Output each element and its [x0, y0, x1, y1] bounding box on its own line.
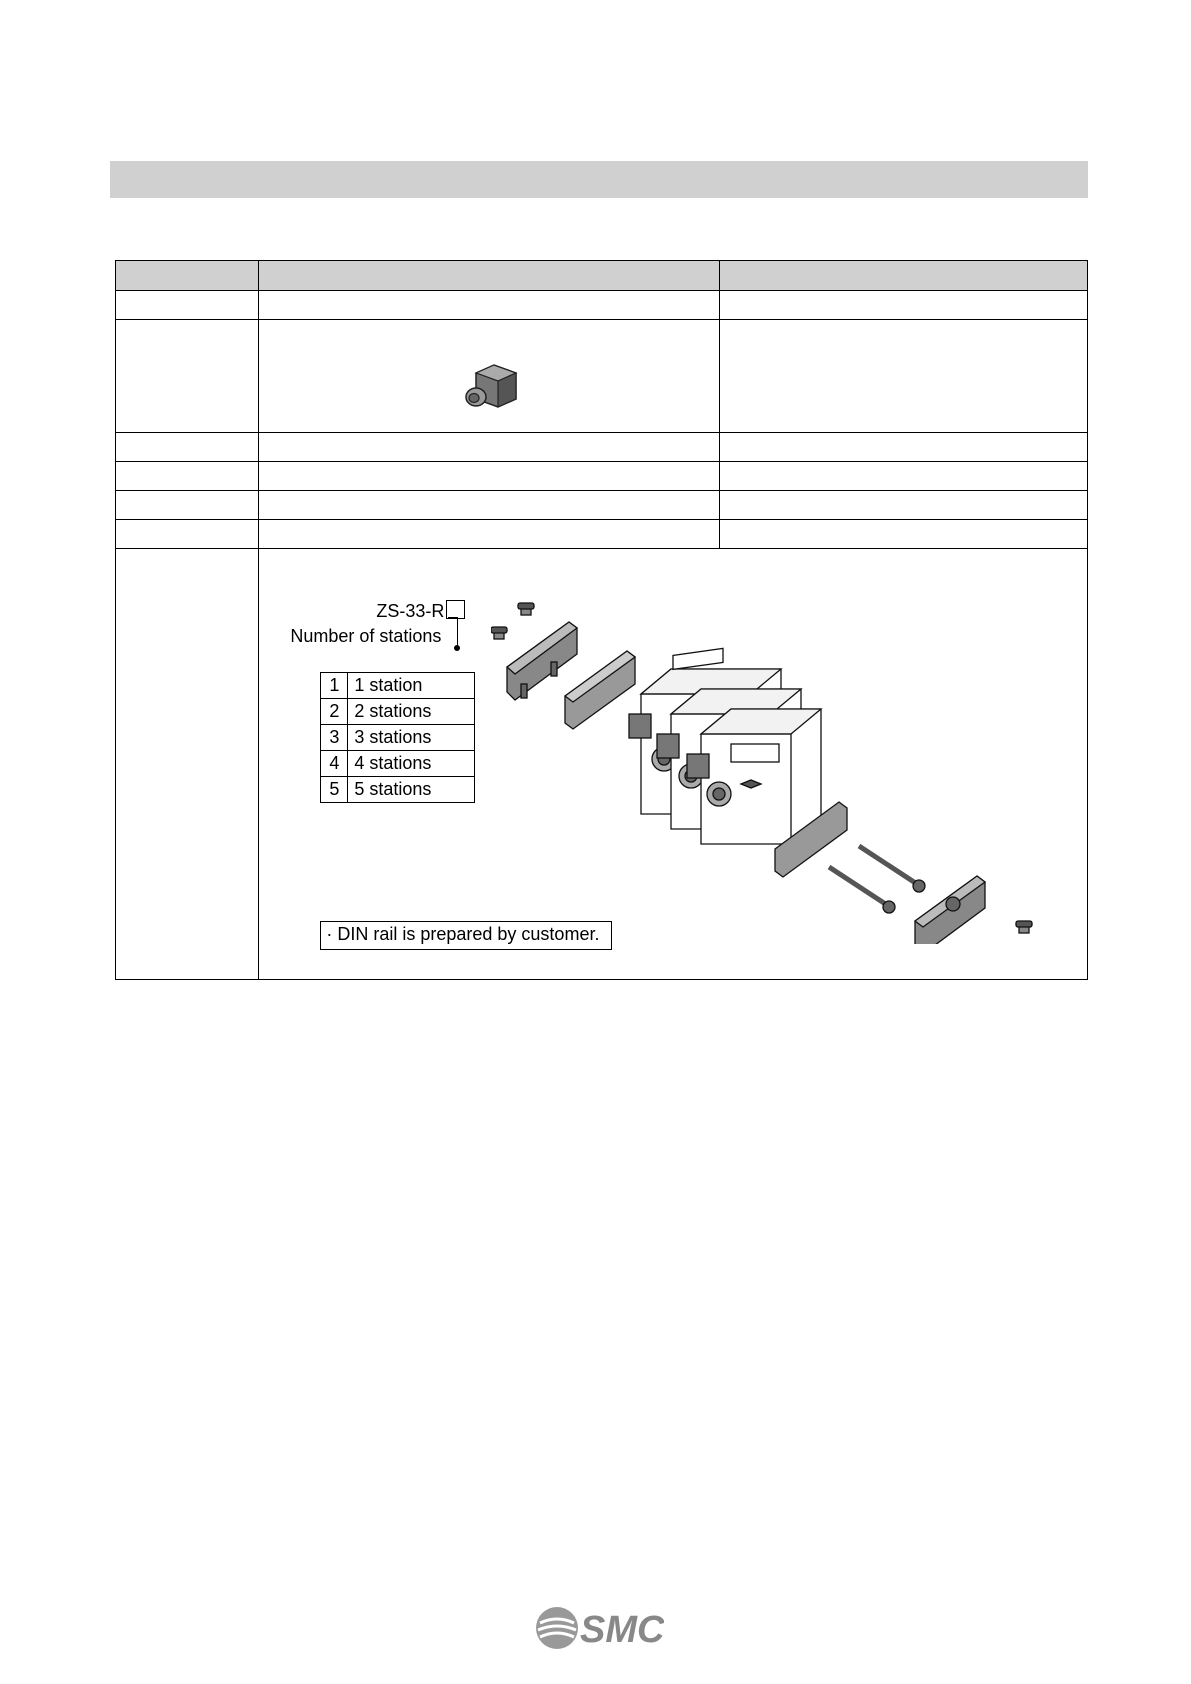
table-row — [116, 462, 1088, 491]
accessories-table — [115, 260, 1088, 980]
manifold-assembly-illustration — [491, 584, 1071, 944]
header-cell — [116, 261, 259, 291]
sensor-module — [687, 709, 821, 844]
leader-line — [457, 617, 458, 648]
screw-icon — [491, 603, 534, 639]
table-row — [116, 320, 1088, 433]
stations-table — [320, 672, 475, 803]
header-cell — [719, 261, 1087, 291]
table-row: 5 5 stations — [321, 777, 475, 803]
table-row: 2 2 stations — [321, 699, 475, 725]
din-rail-note: · DIN rail is prepared by customer. — [320, 921, 612, 950]
smc-logo-icon — [536, 1607, 578, 1649]
svg-text:SMC: SMC — [580, 1609, 664, 1651]
table-row: 1 1 station — [321, 673, 475, 699]
model-code: ZS-33-R — [376, 600, 465, 622]
manifold-diagram — [259, 549, 1090, 979]
table-row — [116, 520, 1088, 549]
table-header-row — [116, 261, 1088, 291]
table-row — [116, 433, 1088, 462]
table-row — [116, 291, 1088, 320]
table-row: 3 3 stations — [321, 725, 475, 751]
stations-title: Number of stations — [290, 626, 442, 646]
table-row — [116, 491, 1088, 520]
leader-dot — [454, 645, 460, 651]
table-row: 4 4 stations — [321, 751, 475, 777]
smc-logo — [534, 1605, 664, 1656]
table-row — [116, 549, 1088, 980]
header-cell — [259, 261, 719, 291]
section-header-bar — [110, 161, 1088, 198]
connector-image — [454, 361, 524, 417]
